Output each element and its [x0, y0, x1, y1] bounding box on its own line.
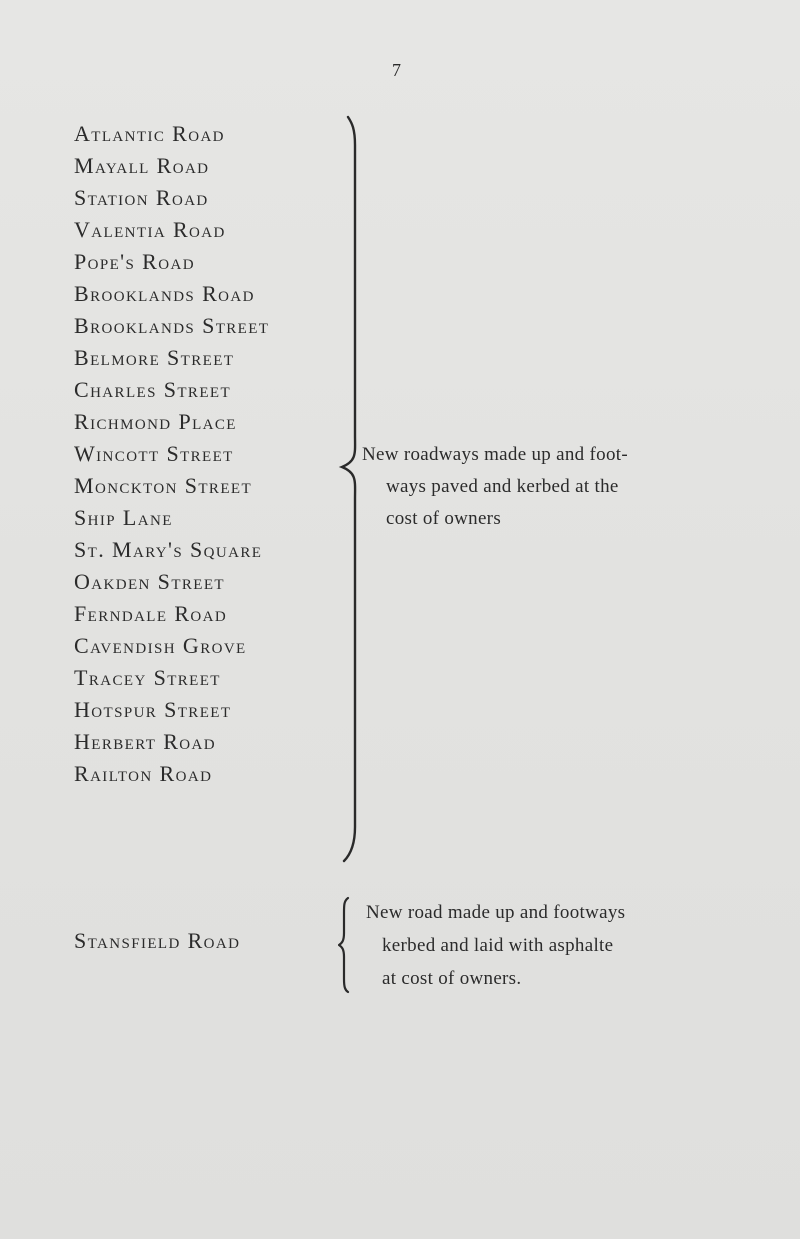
street-list [74, 118, 269, 790]
street-name: Monckton Street [74, 473, 253, 498]
street-name: Cavendish Grove [74, 633, 247, 658]
street-name: Ferndale Road [74, 601, 228, 626]
group-note [362, 439, 742, 535]
street-name: Hotspur Street [74, 697, 232, 722]
street-name: Belmore Street [74, 345, 235, 370]
note-line: kerbed and laid with asphalte [382, 935, 614, 956]
note-line: at cost of owners. [382, 968, 522, 989]
note-line: New road made up and footways [366, 902, 626, 923]
note-line: cost of owners [386, 508, 502, 529]
stansfield-street-name: Stansfield Road [74, 928, 241, 953]
street-name: Mayall Road [74, 153, 210, 178]
street-name: Railton Road [74, 761, 213, 786]
street-name: Station Road [74, 185, 209, 210]
street-name: Charles Street [74, 377, 232, 402]
street-name: Herbert Road [74, 729, 216, 754]
street-name: Brooklands Road [74, 281, 255, 306]
street-name: Brooklands Street [74, 313, 270, 338]
note-line: New roadways made up and foot- [362, 444, 628, 465]
street-name: Tracey Street [74, 665, 221, 690]
street-name: Oakden Street [74, 569, 225, 594]
street-name: Pope's Road [74, 249, 195, 274]
street-name: Ship Lane [74, 505, 173, 530]
street-name: Wincott Street [74, 441, 234, 466]
street-name: Richmond Place [74, 409, 237, 434]
street-name: Atlantic Road [74, 121, 225, 146]
street-name: Valentia Road [74, 217, 226, 242]
stansfield-brace [338, 895, 364, 995]
note-line: ways paved and kerbed at the [386, 476, 619, 497]
stansfield-note [366, 896, 746, 995]
page-number: 7 [392, 60, 401, 80]
street-name: St. Mary's Square [74, 537, 263, 562]
